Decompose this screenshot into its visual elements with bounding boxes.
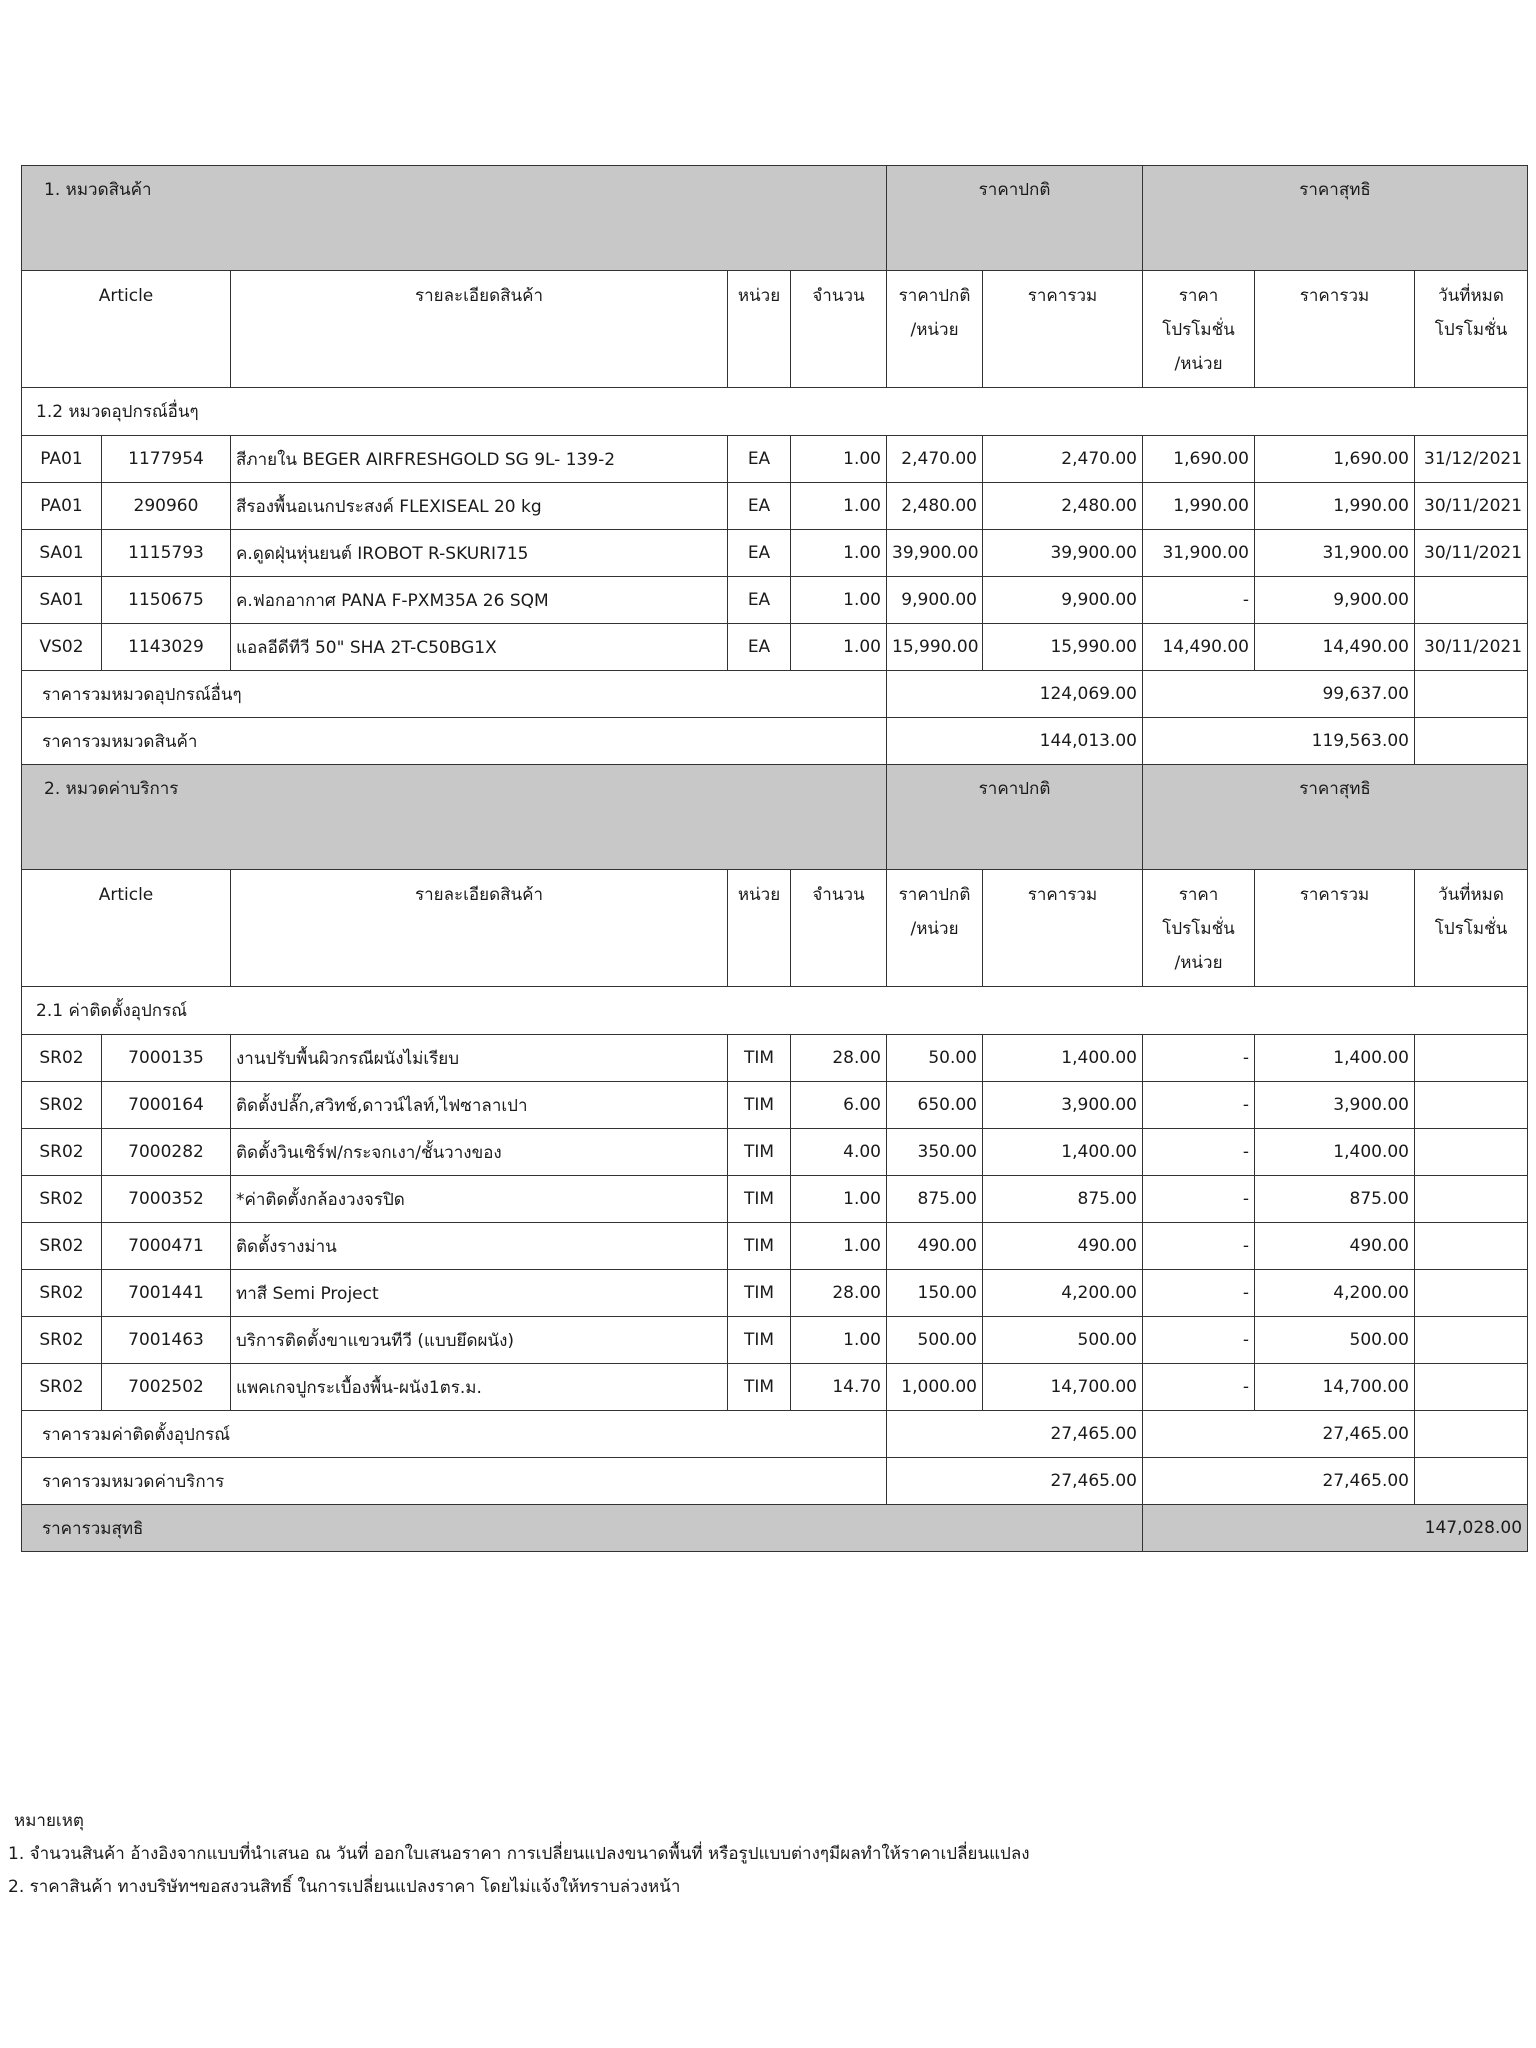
- item-unit-price: 15,990.00: [887, 624, 983, 671]
- subsection-row: [22, 987, 1528, 1035]
- table-row: [22, 1176, 1528, 1223]
- subtotal-label: ราคารวมหมวดอุปกรณ์อื่นๆ: [22, 671, 887, 718]
- item-promo-price: -: [1143, 1035, 1255, 1082]
- col-unit-price: [887, 271, 983, 388]
- item-qty: 1.00: [791, 530, 887, 577]
- item-promo-price: 1,690.00: [1143, 436, 1255, 483]
- item-qty: 1.00: [791, 1176, 887, 1223]
- item-total: 1,400.00: [983, 1129, 1143, 1176]
- col-unit-price-line2: /หน่วย: [910, 919, 959, 939]
- item-qty: 1.00: [791, 1317, 887, 1364]
- item-total: 1,400.00: [983, 1035, 1143, 1082]
- table-row: [22, 530, 1528, 577]
- section-total-empty-cell: [1415, 718, 1528, 765]
- item-qty: 4.00: [791, 1129, 887, 1176]
- table-row: [22, 1317, 1528, 1364]
- col-qty: จำนวน: [791, 271, 887, 388]
- col-expiry: [1415, 271, 1528, 388]
- item-promo-price: -: [1143, 1223, 1255, 1270]
- item-qty: 6.00: [791, 1082, 887, 1129]
- category-code: SR02: [22, 1129, 102, 1176]
- article-number: 290960: [102, 483, 231, 530]
- article-number: 1143029: [102, 624, 231, 671]
- item-total: 14,700.00: [983, 1364, 1143, 1411]
- item-promo-expiry: [1415, 1270, 1528, 1317]
- article-number: 7000471: [102, 1223, 231, 1270]
- item-net-total: 1,400.00: [1255, 1035, 1415, 1082]
- article-number: 7000282: [102, 1129, 231, 1176]
- col-net-total: ราคารวม: [1255, 870, 1415, 987]
- item-qty: 14.70: [791, 1364, 887, 1411]
- subsection-title: 1.2 หมวดอุปกรณ์อื่นๆ: [22, 388, 1528, 436]
- category-code: SR02: [22, 1176, 102, 1223]
- net-price-header: ราคาสุทธิ: [1143, 166, 1528, 271]
- item-description: สีรองพื้นอเนกประสงค์ FLEXISEAL 20 kg: [231, 483, 728, 530]
- item-unit-price: 1,000.00: [887, 1364, 983, 1411]
- item-qty: 1.00: [791, 577, 887, 624]
- col-expiry-line1: วันที่หมด: [1438, 885, 1504, 905]
- section-total-empty-cell: [1415, 1458, 1528, 1505]
- item-qty: 1.00: [791, 624, 887, 671]
- category-code: PA01: [22, 483, 102, 530]
- item-description: บริการติดตั้งขาแขวนทีวี (แบบยึดผนัง): [231, 1317, 728, 1364]
- item-promo-expiry: 31/12/2021: [1415, 436, 1528, 483]
- section-1-products: [22, 166, 1528, 765]
- col-promo-price: [1143, 271, 1255, 388]
- item-total: 2,470.00: [983, 436, 1143, 483]
- item-unit: EA: [728, 624, 791, 671]
- item-total: 500.00: [983, 1317, 1143, 1364]
- item-unit-price: 2,470.00: [887, 436, 983, 483]
- item-net-total: 14,700.00: [1255, 1364, 1415, 1411]
- item-promo-price: -: [1143, 1082, 1255, 1129]
- item-promo-expiry: [1415, 1176, 1528, 1223]
- item-unit-price: 875.00: [887, 1176, 983, 1223]
- article-number: 7000352: [102, 1176, 231, 1223]
- item-promo-expiry: [1415, 1082, 1528, 1129]
- category-code: SR02: [22, 1364, 102, 1411]
- item-unit-price: 500.00: [887, 1317, 983, 1364]
- item-description: ติดตั้งวินเซิร์ฟ/กระจกเงา/ชั้นวางของ: [231, 1129, 728, 1176]
- table-row: [22, 577, 1528, 624]
- item-promo-expiry: [1415, 1129, 1528, 1176]
- item-unit: EA: [728, 577, 791, 624]
- item-promo-price: 31,900.00: [1143, 530, 1255, 577]
- article-number: 7001441: [102, 1270, 231, 1317]
- col-unit-price-line2: /หน่วย: [910, 320, 959, 340]
- item-unit: TIM: [728, 1364, 791, 1411]
- item-total: 39,900.00: [983, 530, 1143, 577]
- col-unit: หน่วย: [728, 870, 791, 987]
- item-total: 4,200.00: [983, 1270, 1143, 1317]
- item-net-total: 500.00: [1255, 1317, 1415, 1364]
- item-promo-expiry: [1415, 1364, 1528, 1411]
- section-total-net: 119,563.00: [1143, 718, 1415, 765]
- col-expiry-line2: โปรโมชั่น: [1434, 320, 1508, 340]
- subtotal-empty-cell: [1415, 1411, 1528, 1458]
- item-unit: TIM: [728, 1270, 791, 1317]
- category-code: SA01: [22, 530, 102, 577]
- subtotal-empty-cell: [1415, 671, 1528, 718]
- item-promo-price: -: [1143, 577, 1255, 624]
- col-unit: หน่วย: [728, 271, 791, 388]
- table-row: [22, 1223, 1528, 1270]
- item-net-total: 3,900.00: [1255, 1082, 1415, 1129]
- subtotal-normal: 124,069.00: [887, 671, 1143, 718]
- category-code: SR02: [22, 1035, 102, 1082]
- item-description: แอลอีดีทีวี 50" SHA 2T-C50BG1X: [231, 624, 728, 671]
- item-net-total: 1,990.00: [1255, 483, 1415, 530]
- section-total-row: [22, 1458, 1528, 1505]
- table-row: [22, 483, 1528, 530]
- subtotal-row: [22, 671, 1528, 718]
- item-unit: TIM: [728, 1223, 791, 1270]
- category-code: VS02: [22, 624, 102, 671]
- col-total: ราคารวม: [983, 271, 1143, 388]
- category-code: SR02: [22, 1270, 102, 1317]
- subtotal-row: [22, 1411, 1528, 1458]
- item-promo-price: -: [1143, 1317, 1255, 1364]
- item-promo-expiry: 30/11/2021: [1415, 624, 1528, 671]
- subtotal-net: 27,465.00: [1143, 1411, 1415, 1458]
- item-promo-expiry: 30/11/2021: [1415, 530, 1528, 577]
- item-total: 3,900.00: [983, 1082, 1143, 1129]
- item-description: ติดตั้งปลั๊ก,สวิทช์,ดาวน์ไลท์,ไฟซาลาเปา: [231, 1082, 728, 1129]
- item-net-total: 1,400.00: [1255, 1129, 1415, 1176]
- col-promo-line3: /หน่วย: [1174, 953, 1223, 973]
- item-unit: TIM: [728, 1176, 791, 1223]
- item-description: สีภายใน BEGER AIRFRESHGOLD SG 9L- 139-2: [231, 436, 728, 483]
- item-qty: 1.00: [791, 1223, 887, 1270]
- grand-total-value: 147,028.00: [1143, 1505, 1528, 1552]
- col-article: Article: [22, 271, 231, 388]
- col-unit-price: [887, 870, 983, 987]
- item-promo-price: -: [1143, 1129, 1255, 1176]
- item-unit-price: 490.00: [887, 1223, 983, 1270]
- item-promo-expiry: [1415, 577, 1528, 624]
- item-unit-price: 39,900.00: [887, 530, 983, 577]
- section-1-title: 1. หมวดสินค้า: [22, 166, 887, 271]
- section-2-title: 2. หมวดค่าบริการ: [22, 765, 887, 870]
- item-promo-price: -: [1143, 1364, 1255, 1411]
- article-number: 7002502: [102, 1364, 231, 1411]
- item-total: 2,480.00: [983, 483, 1143, 530]
- col-expiry-line1: วันที่หมด: [1438, 286, 1504, 306]
- item-description: ติดตั้งรางม่าน: [231, 1223, 728, 1270]
- subsection-row: [22, 388, 1528, 436]
- category-code: SR02: [22, 1223, 102, 1270]
- category-code: SR02: [22, 1317, 102, 1364]
- table-row: [22, 1270, 1528, 1317]
- item-qty: 28.00: [791, 1270, 887, 1317]
- col-promo-price: [1143, 870, 1255, 987]
- section-total-normal: 27,465.00: [887, 1458, 1143, 1505]
- section-total-normal: 144,013.00: [887, 718, 1143, 765]
- item-unit-price: 50.00: [887, 1035, 983, 1082]
- column-header-row: [22, 271, 1528, 388]
- item-description: ค.ฟอกอากาศ PANA F-PXM35A 26 SQM: [231, 577, 728, 624]
- item-unit: EA: [728, 436, 791, 483]
- item-description: ทาสี Semi Project: [231, 1270, 728, 1317]
- section-total-net: 27,465.00: [1143, 1458, 1415, 1505]
- quotation-table: [21, 165, 1528, 1552]
- article-number: 1177954: [102, 436, 231, 483]
- table-row: [22, 436, 1528, 483]
- item-promo-price: 14,490.00: [1143, 624, 1255, 671]
- grand-total-label: ราคารวมสุทธิ: [22, 1505, 1143, 1552]
- table-row: [22, 1364, 1528, 1411]
- section-total-label: ราคารวมหมวดค่าบริการ: [22, 1458, 887, 1505]
- item-description: ค.ดูดฝุ่นหุ่นยนต์ IROBOT R-SKURI715: [231, 530, 728, 577]
- notes-section: [8, 1805, 1030, 1904]
- col-promo-line2: โปรโมชั่น: [1162, 919, 1235, 939]
- item-net-total: 875.00: [1255, 1176, 1415, 1223]
- item-unit-price: 650.00: [887, 1082, 983, 1129]
- category-code: SA01: [22, 577, 102, 624]
- item-unit: TIM: [728, 1035, 791, 1082]
- grand-total-row: [22, 1505, 1528, 1552]
- item-unit: EA: [728, 530, 791, 577]
- item-promo-price: 1,990.00: [1143, 483, 1255, 530]
- item-promo-price: -: [1143, 1270, 1255, 1317]
- col-net-total: ราคารวม: [1255, 271, 1415, 388]
- item-total: 875.00: [983, 1176, 1143, 1223]
- section-total-row: [22, 718, 1528, 765]
- section-2-services: [22, 765, 1528, 1552]
- item-net-total: 490.00: [1255, 1223, 1415, 1270]
- item-net-total: 14,490.00: [1255, 624, 1415, 671]
- item-qty: 1.00: [791, 436, 887, 483]
- section-2-header: [22, 765, 1528, 870]
- article-number: 7001463: [102, 1317, 231, 1364]
- item-promo-expiry: [1415, 1035, 1528, 1082]
- category-code: PA01: [22, 436, 102, 483]
- item-unit: EA: [728, 483, 791, 530]
- article-number: 1115793: [102, 530, 231, 577]
- subtotal-net: 99,637.00: [1143, 671, 1415, 718]
- table-row: [22, 1082, 1528, 1129]
- col-description: รายละเอียดสินค้า: [231, 271, 728, 388]
- item-unit: TIM: [728, 1082, 791, 1129]
- article-number: 1150675: [102, 577, 231, 624]
- note-line-1: 1. จำนวนสินค้า อ้างอิงจากแบบที่นำเสนอ ณ วันที่ ออกใบเสนอราคา การเปลี่ยนแปลงขนาดพื้นที่ หรือรูปแบบต่างๆมีผลทำให้ราคาเปลี่ยนแปลง: [8, 1844, 1030, 1864]
- item-promo-expiry: [1415, 1317, 1528, 1364]
- note-line-2: 2. ราคาสินค้า ทางบริษัทฯขอสงวนสิทธิ์ ในการเปลี่ยนแปลงราคา โดยไม่แจ้งให้ทราบล่วงหน้า: [8, 1877, 681, 1897]
- item-unit-price: 2,480.00: [887, 483, 983, 530]
- col-promo-line1: ราคา: [1178, 885, 1219, 905]
- col-description: รายละเอียดสินค้า: [231, 870, 728, 987]
- item-unit: TIM: [728, 1317, 791, 1364]
- normal-price-header: ราคาปกติ: [887, 765, 1143, 870]
- item-qty: 1.00: [791, 483, 887, 530]
- col-unit-price-line1: ราคาปกติ: [898, 885, 971, 905]
- col-article: Article: [22, 870, 231, 987]
- item-unit-price: 9,900.00: [887, 577, 983, 624]
- item-total: 15,990.00: [983, 624, 1143, 671]
- article-number: 7000164: [102, 1082, 231, 1129]
- column-header-row: [22, 870, 1528, 987]
- item-net-total: 1,690.00: [1255, 436, 1415, 483]
- notes-heading: หมายเหตุ: [14, 1811, 84, 1831]
- col-total: ราคารวม: [983, 870, 1143, 987]
- item-promo-expiry: [1415, 1223, 1528, 1270]
- col-qty: จำนวน: [791, 870, 887, 987]
- item-description: *ค่าติดตั้งกล้องวงจรปิด: [231, 1176, 728, 1223]
- col-expiry: [1415, 870, 1528, 987]
- item-total: 490.00: [983, 1223, 1143, 1270]
- col-unit-price-line1: ราคาปกติ: [898, 286, 971, 306]
- article-number: 7000135: [102, 1035, 231, 1082]
- section-1-header: [22, 166, 1528, 271]
- subtotal-normal: 27,465.00: [887, 1411, 1143, 1458]
- col-expiry-line2: โปรโมชั่น: [1434, 919, 1508, 939]
- col-promo-line2: โปรโมชั่น: [1162, 320, 1235, 340]
- item-description: งานปรับพื้นผิวกรณีผนังไม่เรียบ: [231, 1035, 728, 1082]
- item-unit: TIM: [728, 1129, 791, 1176]
- normal-price-header: ราคาปกติ: [887, 166, 1143, 271]
- item-unit-price: 350.00: [887, 1129, 983, 1176]
- item-total: 9,900.00: [983, 577, 1143, 624]
- subsection-title: 2.1 ค่าติดตั้งอุปกรณ์: [22, 987, 1528, 1035]
- item-net-total: 9,900.00: [1255, 577, 1415, 624]
- subtotal-label: ราคารวมค่าติดตั้งอุปกรณ์: [22, 1411, 887, 1458]
- net-price-header: ราคาสุทธิ: [1143, 765, 1528, 870]
- table-row: [22, 1129, 1528, 1176]
- item-net-total: 4,200.00: [1255, 1270, 1415, 1317]
- item-promo-expiry: 30/11/2021: [1415, 483, 1528, 530]
- item-net-total: 31,900.00: [1255, 530, 1415, 577]
- item-promo-price: -: [1143, 1176, 1255, 1223]
- item-unit-price: 150.00: [887, 1270, 983, 1317]
- category-code: SR02: [22, 1082, 102, 1129]
- col-promo-line3: /หน่วย: [1174, 354, 1223, 374]
- section-total-label: ราคารวมหมวดสินค้า: [22, 718, 887, 765]
- table-row: [22, 624, 1528, 671]
- item-qty: 28.00: [791, 1035, 887, 1082]
- col-promo-line1: ราคา: [1178, 286, 1219, 306]
- item-description: แพคเกจปูกระเบื้องพื้น-ผนัง1ตร.ม.: [231, 1364, 728, 1411]
- table-row: [22, 1035, 1528, 1082]
